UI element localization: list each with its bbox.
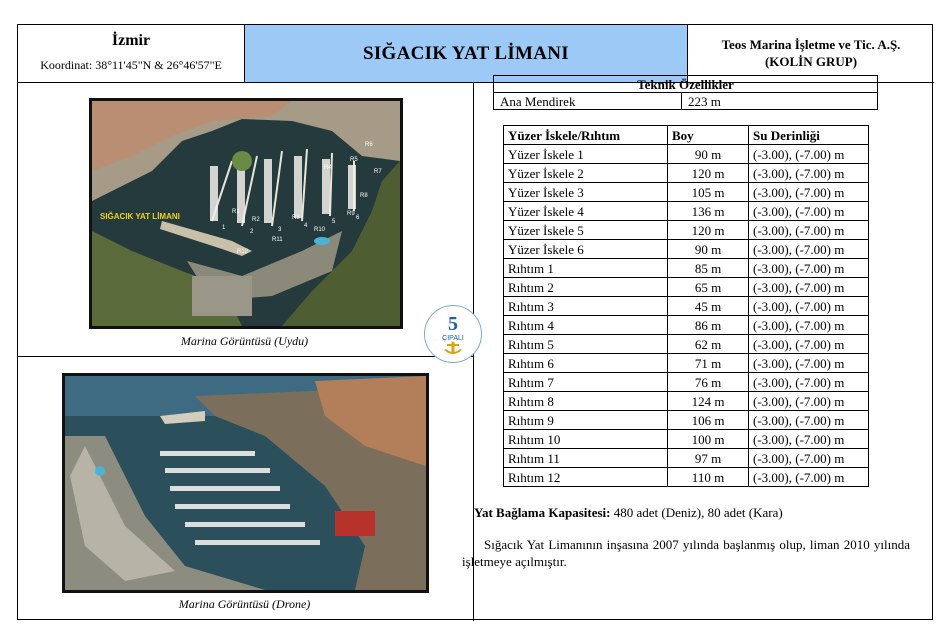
pier-name: Rıhtım 6 [504, 354, 668, 373]
pier-depth: (-3.00), (-7.00) m [749, 183, 869, 202]
pier-name: Rıhtım 2 [504, 278, 668, 297]
pier-length: 105 m [668, 183, 749, 202]
horizontal-divider [18, 356, 473, 357]
company-group: (KOLİN GRUP) [764, 54, 858, 69]
map-mark: R9 [347, 211, 355, 217]
drone-photo [62, 373, 429, 593]
pier-depth: (-3.00), (-7.00) m [749, 373, 869, 392]
pier-header-name: Yüzer İskele/Rıhtım [504, 126, 668, 145]
anchor-icon [444, 342, 462, 354]
pier-name: Rıhtım 9 [504, 411, 668, 430]
table-row [504, 411, 869, 430]
satellite-label: SIĞACIK YAT LİMANI [100, 212, 180, 221]
map-mark: 1 [222, 225, 226, 231]
breakwater-value: 223 m [682, 93, 878, 110]
pier-name: Rıhtım 3 [504, 297, 668, 316]
map-mark: R1 [232, 209, 240, 215]
pier-depth: (-3.00), (-7.00) m [749, 316, 869, 335]
table-row [504, 373, 869, 392]
table-row [504, 430, 869, 449]
pier-name: Rıhtım 12 [504, 468, 668, 487]
drone-caption: Marina Görüntüsü (Drone) [178, 597, 311, 611]
pier-length: 110 m [668, 468, 749, 487]
pier-name: Rıhtım 1 [504, 259, 668, 278]
pier-depth: (-3.00), (-7.00) m [749, 240, 869, 259]
pier-name: Yüzer İskele 6 [504, 240, 668, 259]
pier-name: Yüzer İskele 2 [504, 164, 668, 183]
pier-depth: (-3.00), (-7.00) m [749, 278, 869, 297]
pier-table [503, 125, 869, 487]
pier-length: 120 m [668, 164, 749, 183]
table-row [504, 449, 869, 468]
pier-depth: (-3.00), (-7.00) m [749, 411, 869, 430]
table-row [504, 202, 869, 221]
pier-length: 97 m [668, 449, 749, 468]
table-row [504, 335, 869, 354]
map-mark: 5 [332, 219, 336, 225]
map-mark: R4 [324, 165, 332, 171]
pier-name: Rıhtım 8 [504, 392, 668, 411]
map-mark: R11 [272, 237, 283, 243]
capacity-label: Yat Bağlama Kapasitesi: [474, 505, 611, 520]
table-row [504, 164, 869, 183]
city-name: İzmir [111, 32, 151, 49]
map-mark: R12 [237, 249, 249, 255]
map-mark: 3 [278, 227, 282, 233]
map-mark: 4 [304, 223, 308, 229]
header-location [18, 25, 245, 83]
marina-history-note: Sığacık Yat Limanının inşasına 2007 yılında başlanmış olup, liman 2010 yılında işletmeye açılmıştır. [462, 537, 910, 569]
pier-depth: (-3.00), (-7.00) m [749, 259, 869, 278]
pier-length: 90 m [668, 145, 749, 164]
pier-depth: (-3.00), (-7.00) m [749, 430, 869, 449]
tech-specs-table [493, 75, 878, 110]
table-row [504, 278, 869, 297]
pier-length: 124 m [668, 392, 749, 411]
table-row [504, 316, 869, 335]
pier-depth: (-3.00), (-7.00) m [749, 468, 869, 487]
map-mark: R7 [374, 169, 382, 175]
tech-title: Teknik Özellikler [494, 76, 878, 93]
map-mark: 6 [356, 215, 360, 221]
table-row [504, 354, 869, 373]
pier-depth: (-3.00), (-7.00) m [749, 297, 869, 316]
pier-name: Rıhtım 4 [504, 316, 668, 335]
pier-length: 76 m [668, 373, 749, 392]
pier-length: 85 m [668, 259, 749, 278]
coordinates: Koordinat: 38°11'45"N & 26°46'57"E [40, 58, 222, 72]
table-row [504, 392, 869, 411]
map-mark: R10 [314, 227, 326, 233]
pier-header-length: Boy [668, 126, 749, 145]
pier-name: Rıhtım 11 [504, 449, 668, 468]
map-mark: R5 [350, 157, 358, 163]
pier-length: 86 m [668, 316, 749, 335]
breakwater-label: Ana Mendirek [494, 93, 682, 110]
company-name: Teos Marina İşletme ve Tic. A.Ş. [721, 37, 901, 52]
map-mark: R6 [365, 142, 373, 148]
pier-depth: (-3.00), (-7.00) m [749, 449, 869, 468]
pier-length: 136 m [668, 202, 749, 221]
page-title: SIĞACIK YAT LİMANI [362, 42, 569, 64]
pier-depth: (-3.00), (-7.00) m [749, 221, 869, 240]
pier-name: Rıhtım 7 [504, 373, 668, 392]
pier-name: Rıhtım 10 [504, 430, 668, 449]
pier-depth: (-3.00), (-7.00) m [749, 164, 869, 183]
satellite-caption: Marina Görüntüsü (Uydu) [180, 334, 309, 348]
capacity-value: 480 adet (Deniz), 80 adet (Kara) [610, 505, 783, 520]
pier-name: Yüzer İskele 1 [504, 145, 668, 164]
table-row [504, 183, 869, 202]
pier-depth: (-3.00), (-7.00) m [749, 145, 869, 164]
map-mark: R2 [252, 217, 260, 223]
logo-number: 5 [448, 313, 458, 335]
table-row [504, 240, 869, 259]
map-mark: R3 [292, 215, 300, 221]
map-mark: R8 [360, 193, 368, 199]
pier-name: Yüzer İskele 4 [504, 202, 668, 221]
pier-name: Yüzer İskele 3 [504, 183, 668, 202]
pier-length: 106 m [668, 411, 749, 430]
satellite-photo [89, 98, 403, 329]
logo-text: ÇIPALI [442, 335, 464, 342]
pier-length: 45 m [668, 297, 749, 316]
pier-depth: (-3.00), (-7.00) m [749, 335, 869, 354]
pier-length: 71 m [668, 354, 749, 373]
table-row [504, 145, 869, 164]
pier-name: Rıhtım 5 [504, 335, 668, 354]
marina-rating-logo [424, 305, 482, 363]
pier-length: 90 m [668, 240, 749, 259]
pier-name: Yüzer İskele 5 [504, 221, 668, 240]
map-mark: 2 [250, 229, 254, 235]
table-row [504, 221, 869, 240]
table-row [504, 468, 869, 487]
pier-depth: (-3.00), (-7.00) m [749, 202, 869, 221]
pier-length: 65 m [668, 278, 749, 297]
pier-header-depth: Su Derinliği [749, 126, 869, 145]
table-row [504, 297, 869, 316]
pier-depth: (-3.00), (-7.00) m [749, 354, 869, 373]
pier-depth: (-3.00), (-7.00) m [749, 392, 869, 411]
mooring-capacity [474, 505, 783, 521]
pier-length: 120 m [668, 221, 749, 240]
pier-length: 100 m [668, 430, 749, 449]
table-row [504, 259, 869, 278]
pier-length: 62 m [668, 335, 749, 354]
